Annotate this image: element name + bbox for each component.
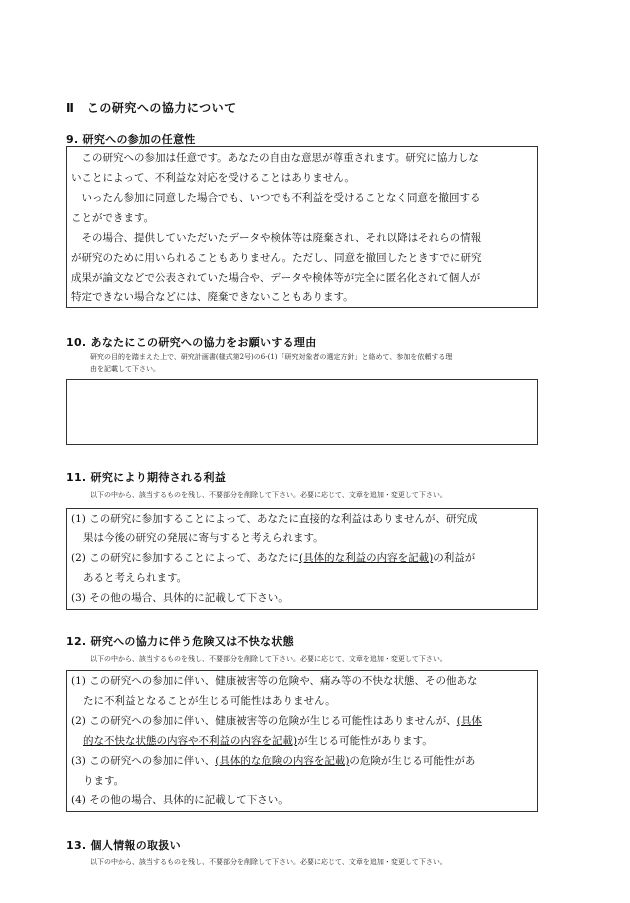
s11-line: あると考えられます。	[83, 572, 188, 584]
s12-text: が生じる可能性があります。	[297, 735, 433, 747]
s12-line	[83, 734, 433, 748]
answer-box-10[interactable]	[66, 379, 538, 445]
s12-line	[71, 754, 475, 768]
note-10-line2: 由を記載して下さい。	[90, 365, 160, 373]
placeholder-risk: (具体的な危険の内容を記載)	[215, 755, 350, 767]
s11-line: (3) その他の場合、具体的に記載して下さい。	[71, 592, 289, 604]
section-title: Ⅱ この研究への協力について	[66, 101, 237, 115]
heading-9: 9. 研究への参加の任意性	[66, 133, 196, 146]
s9-line: 成果が論文などで公表されていた場合や、データや検体等が完全に匿名化されて個人が	[71, 272, 481, 284]
heading-13: 13. 個人情報の取扱い	[66, 839, 181, 852]
s11-line	[71, 551, 475, 565]
s12-text: (2) この研究への参加に伴い、健康被害等の危険が生じる可能性はありませんが、	[71, 715, 457, 727]
placeholder-discomfort-cont: 的な不快な状態の内容や不利益の内容を記載)	[83, 735, 298, 747]
note-10-line1: 研究の目的を踏まえた上で、研究計画書(様式第2号)の6-(1)「研究対象者の選定方針」と絡めて、参加を依頼する理	[90, 353, 453, 361]
s9-line: その場合、提供していただいたデータや検体等は廃棄され、それ以降はそれらの情報	[71, 232, 482, 244]
placeholder-benefit: (具体的な利益の内容を記載)	[299, 552, 434, 564]
s12-text: (3) この研究への参加に伴い、	[71, 755, 216, 767]
s12-text: の危険が生じる可能性があ	[349, 755, 476, 767]
s12-line: (4) その他の場合、具体的に記載して下さい。	[71, 794, 289, 806]
s9-line: いことによって、不利益な対応を受けることはありません。	[71, 172, 355, 184]
placeholder-discomfort: (具体	[456, 715, 482, 727]
s11-line: (1) この研究に参加することによって、あなたに直接的な利益はありませんが、研究成	[71, 513, 478, 525]
s12-line: たに不利益となることが生じる可能性はありません。	[83, 695, 336, 707]
heading-12: 12. 研究への協力に伴う危険又は不快な状態	[66, 635, 294, 648]
box-12	[66, 670, 538, 812]
s9-line: が研究のために用いられることもありません。ただし、同意を撤回したときすでに研究	[71, 252, 482, 264]
note-13: 以下の中から、該当するものを残し、不要部分を削除して下さい。必要に応じて、文章を追加・変更して下さい。	[90, 858, 447, 866]
s9-line: ことができます。	[71, 212, 155, 224]
note-11: 以下の中から、該当するものを残し、不要部分を削除して下さい。必要に応じて、文章を追加・変更して下さい。	[90, 491, 447, 499]
s9-line: いったん参加に同意した場合でも、いつでも不利益を受けることなく同意を撤回する	[71, 192, 481, 204]
box-9	[66, 146, 538, 308]
heading-11: 11. 研究により期待される利益	[66, 471, 227, 484]
s9-line: この研究への参加は任意です。あなたの自由な意思が尊重されます。研究に協力しな	[71, 152, 479, 164]
heading-10: 10. あなたにこの研究への協力をお願いする理由	[66, 336, 317, 349]
box-11	[66, 508, 538, 610]
s11-text: の利益が	[433, 552, 476, 564]
s9-line: 特定できない場合などには、廃棄できないこともあります。	[71, 291, 354, 303]
note-12: 以下の中から、該当するものを残し、不要部分を削除して下さい。必要に応じて、文章を追加・変更して下さい。	[90, 655, 447, 663]
s11-text: (2) この研究に参加することによって、あなたに	[71, 552, 300, 564]
s12-line: (1) この研究への参加に伴い、健康被害等の危険や、痛み等の不快な状態、その他あな	[71, 675, 478, 687]
s12-line	[71, 714, 482, 728]
s11-line: 果は今後の研究の発展に寄与すると考えられます。	[83, 532, 324, 544]
s12-line: ります。	[83, 775, 125, 787]
